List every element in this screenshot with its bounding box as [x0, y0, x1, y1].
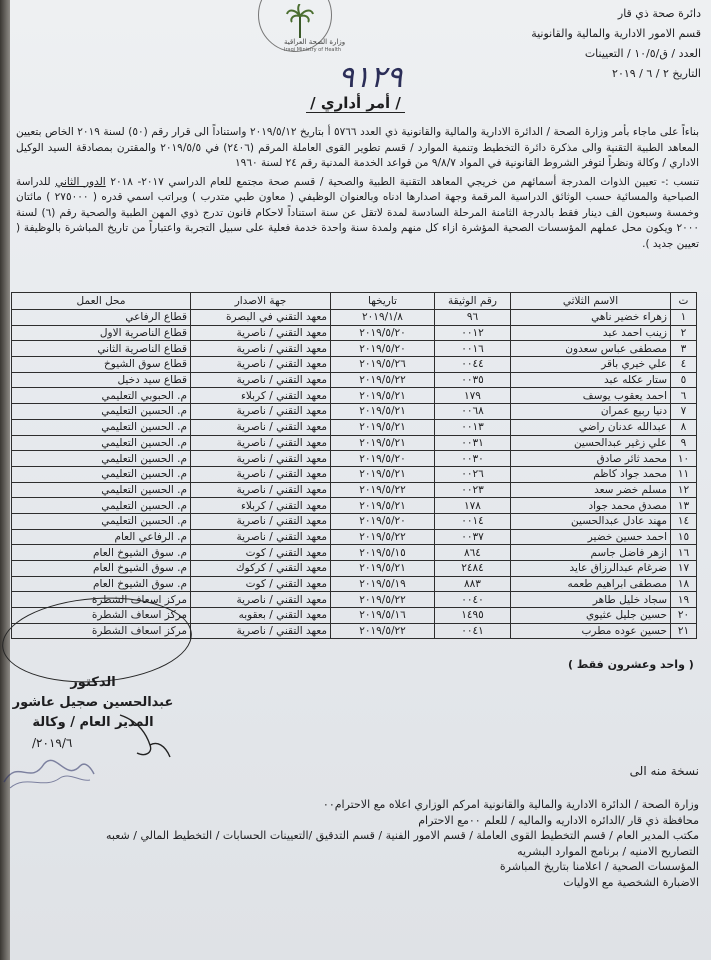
cell-name: دنيا ربيع عمران — [511, 404, 671, 420]
header-index: ت — [671, 293, 697, 310]
cell-index: ١٠ — [671, 451, 697, 467]
cell-doc-number: ٨٨٣ — [435, 576, 511, 592]
cell-workplace: م. الحبوبي التعليمي — [12, 388, 191, 404]
order-paragraph — [16, 175, 699, 253]
signature-date: ٢٠١٩/٦/ — [32, 736, 73, 750]
cell-name: ستار عكله عبد — [511, 372, 671, 388]
cell-name: عبدالله عدنان راضي — [511, 419, 671, 435]
table-row — [12, 404, 697, 420]
cell-workplace: م. سوق الشيوخ العام — [12, 545, 191, 561]
cell-doc-number: ٨٦٤ — [435, 545, 511, 561]
cell-doc-date: ٢٠١٩/٥/٢٠ — [331, 451, 435, 467]
cell-index: ٨ — [671, 419, 697, 435]
order-paragraph: بناءاً على ماجاء بأمر وزارة الصحة / الدائرة الادارية والمالية والقانونية ذي العدد ٥٧٦٦ أ بتاريخ ٢٠١٩/٥/١٢ واستناداً الى قرار رقم (٥٠) لسنة ٢٠١٩ الخاص بتعيين المعاهد الطبية التقنية والى مذكرة دائرة التخطيط وتنمية الموارد / قسم تطوير القوى العاملة المرقم (٢٤٠٦) في ٢٠١٩/٥/٥ والمقترن بمصادقة السيد الوكيل الاداري / وكالة ونظراً لتوفر الشروط القانونية في المواد ٩/٨/٧ من قواعد الخدمة المدنية رقم ٢٤ لسنة ١٩٦٠ — [16, 126, 699, 169]
handwritten-signature — [115, 705, 175, 765]
header-line: قسم الامور الادارية والمالية والقانونية — [531, 27, 701, 40]
cell-issuer: معهد التقني / ناصرية — [191, 325, 331, 341]
table-row — [12, 498, 697, 514]
cell-doc-date: ٢٠١٩/٥/٢١ — [331, 388, 435, 404]
signer-role: المدير العام / وكالة — [32, 715, 154, 730]
cell-issuer: معهد التقني / كوت — [191, 545, 331, 561]
cell-issuer: معهد التقني / ناصرية — [191, 451, 331, 467]
cell-workplace: م. سوق الشيوخ العام — [12, 561, 191, 577]
table-row — [12, 545, 697, 561]
cell-workplace: قطاع سيد دخيل — [12, 372, 191, 388]
table-row — [12, 513, 697, 529]
cell-name: احمد حسين خضير — [511, 529, 671, 545]
table-row — [12, 576, 697, 592]
cell-doc-number: ٠٠٣٠ — [435, 451, 511, 467]
cell-doc-date: ٢٠١٩/٥/٢٠ — [331, 513, 435, 529]
cell-index: ١ — [671, 310, 697, 326]
cell-workplace: مركز اسعاف الشطرة — [12, 592, 191, 608]
cell-doc-number: ٩٦ — [435, 310, 511, 326]
cell-doc-date: ٢٠١٩/٥/٢٠ — [331, 325, 435, 341]
cell-doc-number: ٠٠٣١ — [435, 435, 511, 451]
cell-doc-date: ٢٠١٩/٥/٢٢ — [331, 623, 435, 639]
copy-recipient: وزارة الصحة / الدائرة الادارية والمالية والقانونية امركم الوزاري اعلاه مع الاحترام٠٠ — [322, 798, 699, 811]
cell-index: ٤ — [671, 357, 697, 373]
copy-recipient: مكتب المدير العام / قسم التخطيط القوى العاملة / قسم الامور الفنية / قسم التدقيق /التعيينات الحسابات / التخطيط المالي / شعبه — [106, 829, 699, 843]
cell-workplace: م. الحسين التعليمي — [12, 419, 191, 435]
cell-issuer: معهد التقني / ناصرية — [191, 404, 331, 420]
cell-issuer: معهد التقني / ناصرية — [191, 466, 331, 482]
header-doc-date: تاريخها — [331, 293, 435, 310]
header-workplace: محل العمل — [12, 293, 191, 310]
header-line: العدد / ق/١٠/٥ / التعيينات — [584, 47, 701, 60]
cell-name: محمد ثائر صادق — [511, 451, 671, 467]
table-row — [12, 357, 697, 373]
cell-doc-number: ٠٠١٦ — [435, 341, 511, 357]
cell-issuer: معهد التقني / ناصرية — [191, 435, 331, 451]
cell-doc-number: ٠٠٦٨ — [435, 404, 511, 420]
office-stamp — [0, 752, 96, 792]
cell-doc-number: ١٤٩٥ — [435, 608, 511, 624]
ministry-logo — [258, 0, 346, 64]
cell-doc-number: ٠٠٢٣ — [435, 482, 511, 498]
header-line: دائرة صحة ذي قار — [617, 7, 701, 20]
cell-index: ١٧ — [671, 561, 697, 577]
cell-index: ٩ — [671, 435, 697, 451]
table-row — [12, 419, 697, 435]
cell-doc-number: ٠٠٣٧ — [435, 529, 511, 545]
cell-workplace: م. سوق الشيوخ العام — [12, 576, 191, 592]
order-rest: للدراسة الصباحية والمسائية حسب الوثائق الدراسية المرقمة وجهة اصدارها ادناه وبالعنوان الوظيفي ( معاون طبي متدرب ) وبراتب اسمي قدره ( ٢٧٥٠٠٠ ) مائتان وخمسة وسبعون الف دينار فقط بالدرجة الثامنة المرحلة السادسة لمدة لاتقل عن سنة استناداً لاحكام قانون تدرج ذوي المهن الطبية والصحية رقم (٦) لسنة ٢٠٠٠ ويكون محل عملهم المؤسسات الصحية المؤشرة ازاء كل منهم ولمدة سنة واحدة خدمة فعلية على سبيل التجربة واعتباراً من تاريخ المباشرة بالوظيفة ( تعيين جديد ). — [16, 175, 699, 250]
cell-doc-date: ٢٠١٩/٥/٢٢ — [331, 529, 435, 545]
header-name: الاسم الثلاثي — [511, 293, 671, 310]
cell-index: ٢ — [671, 325, 697, 341]
header-issuer: جهة الاصدار — [191, 293, 331, 310]
cell-name: ضرغام عبدالرزاق عايد — [511, 561, 671, 577]
table-row — [12, 341, 697, 357]
cell-doc-date: ٢٠١٩/٥/٢٦ — [331, 357, 435, 373]
cell-doc-date: ٢٠١٩/٥/٢٠ — [331, 341, 435, 357]
cell-doc-date: ٢٠١٩/١/٨ — [331, 310, 435, 326]
title-text: / أمر أداري / — [306, 94, 405, 113]
table-row — [12, 561, 697, 577]
cell-doc-date: ٢٠١٩/٥/٢٢ — [331, 482, 435, 498]
page-edge-shadow — [0, 0, 10, 960]
cell-doc-date: ٢٠١٩/٥/٢٢ — [331, 592, 435, 608]
cell-doc-date: ٢٠١٩/٥/٢١ — [331, 419, 435, 435]
cell-name: مصطفى عباس سعدون — [511, 341, 671, 357]
logo-arabic-text: وزارة الصحة العراقية — [284, 38, 346, 46]
cell-doc-number: ٠٠٣٥ — [435, 372, 511, 388]
table-row — [12, 466, 697, 482]
cell-workplace: م. الحسين التعليمي — [12, 482, 191, 498]
cell-index: ١٢ — [671, 482, 697, 498]
copies-heading: نسخة منه الى — [629, 764, 699, 778]
cell-name: مهند عادل عبدالحسين — [511, 513, 671, 529]
cell-doc-number: ٠٠٤٠ — [435, 592, 511, 608]
cell-workplace: قطاع الرفاعي — [12, 310, 191, 326]
copy-recipient: محافظة ذي قار /الدائره الاداريه والماليه / للعلم ٠٠مع الاحترام — [418, 813, 699, 827]
cell-doc-date: ٢٠١٩/٥/١٩ — [331, 576, 435, 592]
cell-issuer: معهد التقني / كوت — [191, 576, 331, 592]
cell-index: ٢٠ — [671, 608, 697, 624]
cell-doc-date: ٢٠١٩/٥/٢١ — [331, 498, 435, 514]
cell-workplace: قطاع سوق الشيوخ — [12, 357, 191, 373]
table-row — [12, 482, 697, 498]
table-row — [12, 372, 697, 388]
order-lead: تنسب :- تعيين الذوات المدرجة أسمائهم من خريجي المعاهد التقنية الطبية والصحية / قسم صحة مجتمع للعام الدراسي ٢٠١٧- ٢٠١٨ — [110, 175, 699, 188]
cell-issuer: معهد التقني / ناصرية — [191, 592, 331, 608]
cell-issuer: معهد التقني / كركوك — [191, 561, 331, 577]
cell-doc-date: ٢٠١٩/٥/٢١ — [331, 466, 435, 482]
cell-name: علي خيري باقر — [511, 357, 671, 373]
cell-workplace: مركز اسعاف الشطرة — [12, 608, 191, 624]
cell-issuer: معهد التقني / كربلاء — [191, 388, 331, 404]
cell-doc-number: ٠٠١٢ — [435, 325, 511, 341]
table-row — [12, 451, 697, 467]
copy-recipient: التصاريح الامنيه / برنامج الموارد البشريه — [517, 844, 699, 858]
document-title — [0, 94, 711, 112]
cell-workplace: قطاع الناصرية الاول — [12, 325, 191, 341]
cell-name: حسين عوده مطرب — [511, 623, 671, 639]
table-row — [12, 310, 697, 326]
cell-name: سجاد خليل طاهر — [511, 592, 671, 608]
cell-index: ١٦ — [671, 545, 697, 561]
cell-doc-number: ١٧٨ — [435, 498, 511, 514]
cell-index: ١٩ — [671, 592, 697, 608]
copies-list — [14, 797, 699, 891]
cell-doc-date: ٢٠١٩/٥/٢١ — [331, 404, 435, 420]
cell-name: احمد يعقوب يوسف — [511, 388, 671, 404]
table-row — [12, 435, 697, 451]
cell-index: ١٥ — [671, 529, 697, 545]
logo-english-text: Iraqi Ministry of Health — [284, 47, 342, 53]
cell-name: مسلم خضر سعد — [511, 482, 671, 498]
cell-index: ١٣ — [671, 498, 697, 514]
cell-workplace: م. الحسين التعليمي — [12, 513, 191, 529]
cell-workplace: قطاع الناصرية الثاني — [12, 341, 191, 357]
cell-issuer: معهد التقني / ناصرية — [191, 513, 331, 529]
cell-name: مصطفى ابراهيم طعمه — [511, 576, 671, 592]
cell-name: مصدق محمد جواد — [511, 498, 671, 514]
palm-tree-icon — [286, 4, 314, 38]
cell-issuer: معهد التقني / ناصرية — [191, 372, 331, 388]
cell-index: ٥ — [671, 372, 697, 388]
copy-recipient: المؤسسات الصحية / اعلامنا بتاريخ المباشرة — [499, 860, 699, 874]
cell-name: ازهر فاضل جاسم — [511, 545, 671, 561]
cell-index: ١١ — [671, 466, 697, 482]
cell-workplace: م. الحسين التعليمي — [12, 466, 191, 482]
header-line: التاريخ ٢ / ٦ / ٢٠١٩ — [612, 67, 701, 80]
cell-doc-date: ٢٠١٩/٥/١٥ — [331, 545, 435, 561]
cell-workplace: م. الحسين التعليمي — [12, 451, 191, 467]
cell-index: ١٨ — [671, 576, 697, 592]
cell-issuer: معهد التقني / ناصرية — [191, 482, 331, 498]
cell-doc-number: ٠٠١٣ — [435, 419, 511, 435]
cell-workplace: مركز اسعاف الشطرة — [12, 623, 191, 639]
cell-index: ١٤ — [671, 513, 697, 529]
cell-doc-number: ٢٤٨٤ — [435, 561, 511, 577]
cell-doc-date: ٢٠١٩/٥/١٦ — [331, 608, 435, 624]
header-doc-number: رقم الوثيقة — [435, 293, 511, 310]
cell-issuer: معهد التقني / ناصرية — [191, 357, 331, 373]
cell-issuer: معهد التقني في البصرة — [191, 310, 331, 326]
cell-issuer: معهد التقني / ناصرية — [191, 623, 331, 639]
cell-doc-number: ٠٠١٤ — [435, 513, 511, 529]
cell-issuer: معهد التقني / كربلاء — [191, 498, 331, 514]
signer-title: الدكتور — [70, 675, 116, 690]
copy-recipient: الاضبارة الشخصية مع الاوليات — [563, 875, 699, 889]
cell-index: ٧ — [671, 404, 697, 420]
cell-name: زهراء خضير ناهي — [511, 310, 671, 326]
table-row — [12, 325, 697, 341]
cell-index: ٦ — [671, 388, 697, 404]
cell-workplace: م. الحسين التعليمي — [12, 498, 191, 514]
appointees-table — [11, 292, 697, 639]
handwritten-number: ٩١٢٩ — [338, 60, 403, 95]
table-header-row — [12, 293, 697, 310]
total-count: ( واحد وعشرون فقط ) — [568, 658, 694, 671]
cell-name: حسين جليل عثيوي — [511, 608, 671, 624]
order-body — [16, 125, 699, 255]
cell-workplace: م. الحسين التعليمي — [12, 435, 191, 451]
table-row — [12, 529, 697, 545]
cell-doc-date: ٢٠١٩/٥/٢١ — [331, 561, 435, 577]
cell-index: ٣ — [671, 341, 697, 357]
letterhead — [531, 4, 701, 84]
cell-doc-number: ٠٠٢٦ — [435, 466, 511, 482]
cell-doc-number: ٠٠٤٤ — [435, 357, 511, 373]
underlined-text: الدور الثاني — [55, 175, 106, 188]
cell-index: ٢١ — [671, 623, 697, 639]
cell-issuer: معهد التقني / ناصرية — [191, 341, 331, 357]
cell-name: محمد جواد كاظم — [511, 466, 671, 482]
cell-issuer: معهد التقني / ناصرية — [191, 529, 331, 545]
cell-doc-date: ٢٠١٩/٥/٢١ — [331, 435, 435, 451]
cell-doc-number: ٠٠٤١ — [435, 623, 511, 639]
table-body — [12, 310, 697, 639]
cell-issuer: معهد التقني / ناصرية — [191, 419, 331, 435]
table-row — [12, 388, 697, 404]
cell-name: علي زغير عبدالحسين — [511, 435, 671, 451]
cell-workplace: م. الحسين التعليمي — [12, 404, 191, 420]
signer-name: عبدالحسين صجيل عاشور — [12, 695, 174, 710]
cell-issuer: معهد التقني / بعقوبه — [191, 608, 331, 624]
cell-workplace: م. الرفاعي العام — [12, 529, 191, 545]
cell-name: زينب احمد عبد — [511, 325, 671, 341]
cell-doc-number: ١٧٩ — [435, 388, 511, 404]
cell-doc-date: ٢٠١٩/٥/٢٢ — [331, 372, 435, 388]
